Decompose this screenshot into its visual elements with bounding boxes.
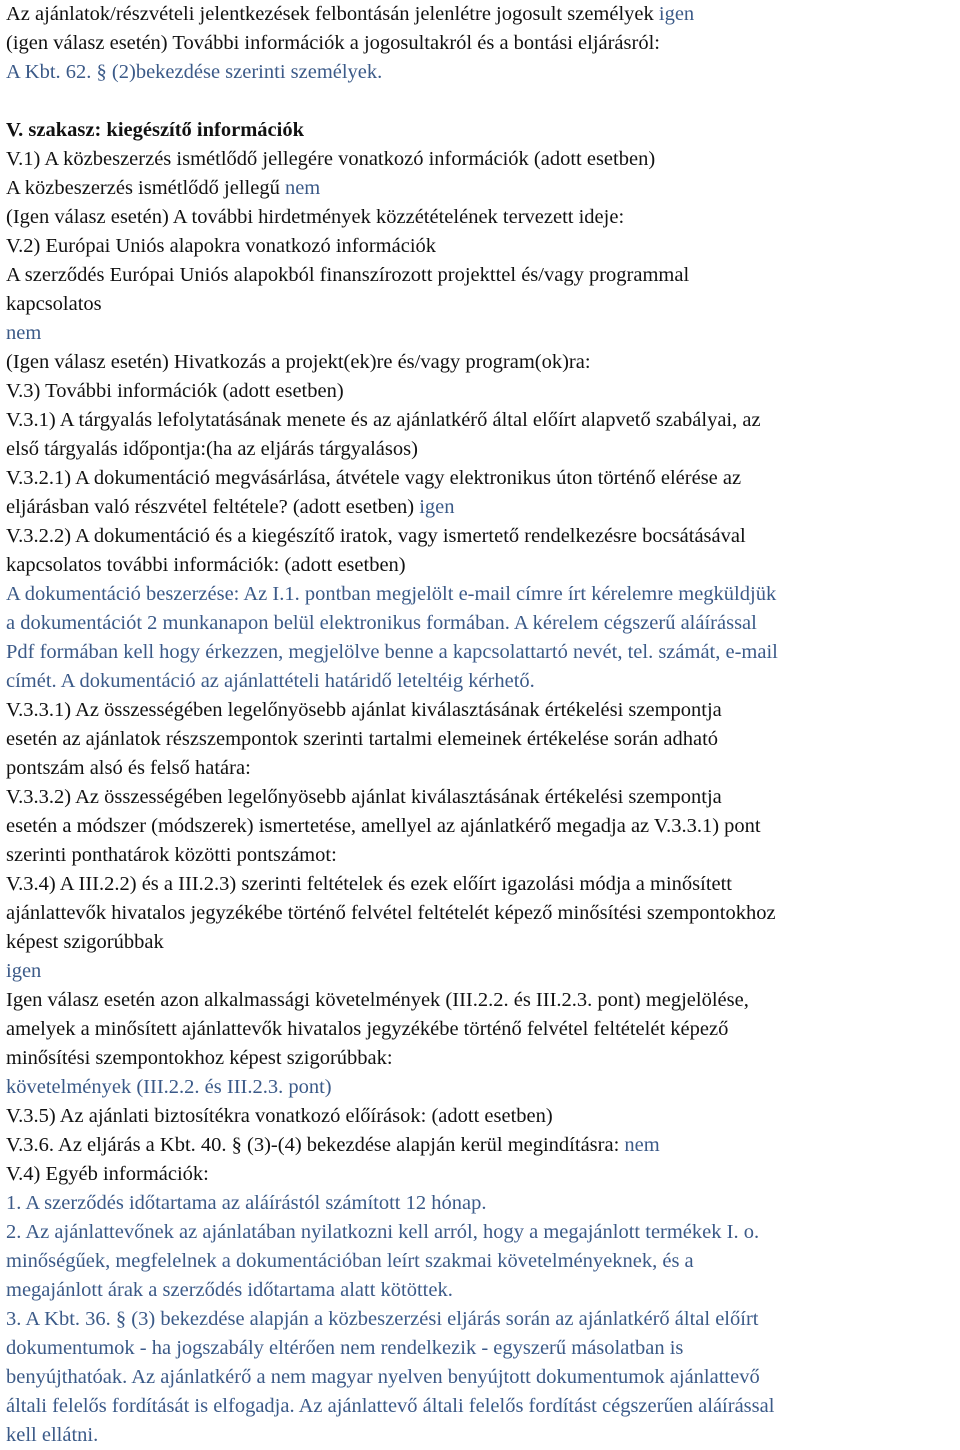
text-line <box>6 58 954 87</box>
label-text: eljárásban való részvétel feltétele? (adott esetben) <box>6 496 420 518</box>
label-text: kapcsolatos további információk: (adott esetben) <box>6 554 406 576</box>
label-text: A szerződés Európai Uniós alapokból finanszírozott projekttel és/vagy programmal <box>6 264 690 286</box>
label-text: V.3.3.2) Az összességében legelőnyösebb ajánlat kiválasztásának értékelési szempontja <box>6 786 722 808</box>
text-line <box>6 1102 954 1131</box>
label-text: szerinti ponthatárok közötti pontszámot: <box>6 844 337 866</box>
text-line <box>6 1247 954 1276</box>
text-line <box>6 986 954 1015</box>
field-value: általi felelős fordítását is elfogadja. Az ajánlattevő általi felelős fordítást cégszerűen aláírással <box>6 1395 775 1417</box>
text-line <box>6 406 954 435</box>
text-line <box>6 348 954 377</box>
label-text: Igen válasz esetén azon alkalmassági követelmények (III.2.2. és III.2.3. pont) megjelölése, <box>6 989 749 1011</box>
text-line <box>6 638 954 667</box>
label-text: V.3) További információk (adott esetben) <box>6 380 344 402</box>
field-value: címét. A dokumentáció az ajánlattételi határidő leteltéig kérhető. <box>6 670 535 692</box>
label-text: V.1) A közbeszerzés ismétlődő jellegére vonatkozó információk (adott esetben) <box>6 148 656 170</box>
label-text: ajánlattevők hivatalos jegyzékébe történő felvétel feltételét képező minősítési szempontokhoz <box>6 902 776 924</box>
text-line <box>6 29 954 58</box>
text-line <box>6 377 954 406</box>
text-line <box>6 609 954 638</box>
text-line <box>6 319 954 348</box>
field-value: 1. A szerződés időtartama az aláírástól számított 12 hónap. <box>6 1192 487 1214</box>
label-text: amelyek a minősített ajánlattevők hivatalos jegyzékébe történő felvétel feltételét képező <box>6 1018 729 1040</box>
field-value: A dokumentáció beszerzése: Az I.1. pontban megjelölt e-mail címre írt kérelemre megküldjük <box>6 583 777 605</box>
label-text: (igen válasz esetén) További információk a jogosultakról és a bontási eljárásról: <box>6 32 660 54</box>
text-line <box>6 493 954 522</box>
field-value: kell ellátni. <box>6 1424 99 1446</box>
text-line <box>6 1392 954 1421</box>
field-value: 3. A Kbt. 36. § (3) bekezdése alapján a közbeszerzési eljárás során az ajánlatkérő által előírt <box>6 1308 759 1330</box>
text-line <box>6 696 954 725</box>
blank-line <box>6 87 954 116</box>
text-line <box>6 464 954 493</box>
text-line <box>6 783 954 812</box>
text-line <box>6 1334 954 1363</box>
text-line <box>6 841 954 870</box>
text-line <box>6 1160 954 1189</box>
text-line <box>6 551 954 580</box>
field-value: igen <box>419 496 455 518</box>
label-text: képest szigorúbbak <box>6 931 164 953</box>
label-text: V.3.2.2) A dokumentáció és a kiegészítő iratok, vagy ismertető rendelkezésre bocsátásával <box>6 525 746 547</box>
label-text: V.3.4) A III.2.2) és a III.2.3) szerinti feltételek és ezek előírt igazolási módja a minősített <box>6 873 732 895</box>
label-text: V.3.5) Az ajánlati biztosítékra vonatkozó előírások: (adott esetben) <box>6 1105 553 1127</box>
text-line <box>6 116 954 145</box>
text-line <box>6 667 954 696</box>
section-heading: V. szakasz: kiegészítő információk <box>6 119 304 141</box>
text-line <box>6 290 954 319</box>
text-line <box>6 1189 954 1218</box>
label-text: V.3.1) A tárgyalás lefolytatásának menete és az ajánlatkérő által előírt alapvető szabályai, az <box>6 409 761 431</box>
text-line <box>6 870 954 899</box>
label-text: pontszám alsó és felső határa: <box>6 757 251 779</box>
text-line <box>6 725 954 754</box>
text-line <box>6 580 954 609</box>
text-line <box>6 435 954 464</box>
text-line <box>6 899 954 928</box>
text-line <box>6 522 954 551</box>
field-value: a dokumentációt 2 munkanapon belül elektronikus formában. A kérelem cégszerű aláírással <box>6 612 757 634</box>
text-line <box>6 1276 954 1305</box>
label-text: esetén a módszer (módszerek) ismertetése, amellyel az ajánlatkérő megadja az V.3.3.1) pont <box>6 815 761 837</box>
label-text: minősítési szempontokhoz képest szigorúbbak: <box>6 1047 393 1069</box>
field-value: igen <box>6 960 42 982</box>
text-line <box>6 1044 954 1073</box>
text-line <box>6 1015 954 1044</box>
text-line <box>6 754 954 783</box>
text-line <box>6 957 954 986</box>
label-text: V.3.6. Az eljárás a Kbt. 40. § (3)-(4) bekezdése alapján kerül megindításra: <box>6 1134 625 1156</box>
field-value: nem <box>284 177 321 199</box>
text-line <box>6 812 954 841</box>
text-line <box>6 1305 954 1334</box>
label-text: kapcsolatos <box>6 293 102 315</box>
text-line <box>6 928 954 957</box>
text-line <box>6 0 954 29</box>
field-value: benyújthatóak. Az ajánlatkérő a nem magyar nyelven benyújtott dokumentumok ajánlattevő <box>6 1366 760 1388</box>
text-line <box>6 261 954 290</box>
label-text: (Igen válasz esetén) A további hirdetmények közzétételének tervezett ideje: <box>6 206 625 228</box>
label-text: első tárgyalás időpontja:(ha az eljárás tárgyalásos) <box>6 438 418 460</box>
text-line <box>6 1131 954 1160</box>
label-text: V.3.3.1) Az összességében legelőnyösebb ajánlat kiválasztásának értékelési szempontja <box>6 699 722 721</box>
field-value: dokumentumok - ha jogszabály eltérően nem rendelkezik - egyszerű másolatban is <box>6 1337 684 1359</box>
text-line <box>6 232 954 261</box>
label-text: V.3.2.1) A dokumentáció megvásárlása, átvétele vagy elektronikus úton történő elérése az <box>6 467 742 489</box>
label-text: Az ajánlatok/részvételi jelentkezések felbontásán jelenlétre jogosult személyek <box>6 3 659 25</box>
field-value: nem <box>624 1134 660 1156</box>
text-line <box>6 203 954 232</box>
text-line <box>6 1363 954 1392</box>
label-text: esetén az ajánlatok részszempontok szerinti tartalmi elemeinek értékelése során adható <box>6 728 719 750</box>
text-line <box>6 145 954 174</box>
label-text: (Igen válasz esetén) Hivatkozás a projekt(ek)re és/vagy program(ok)ra: <box>6 351 591 373</box>
text-line <box>6 174 954 203</box>
label-text: V.4) Egyéb információk: <box>6 1163 209 1185</box>
field-value: 2. Az ajánlattevőnek az ajánlatában nyilatkozni kell arról, hogy a megajánlott termékek I. o. <box>6 1221 760 1243</box>
field-value: megajánlott árak a szerződés időtartama alatt kötöttek. <box>6 1279 453 1301</box>
text-line <box>6 1218 954 1247</box>
field-value: minőségűek, megfelelnek a dokumentációban leírt szakmai követelményeknek, és a <box>6 1250 694 1272</box>
label-text: V.2) Európai Uniós alapokra vonatkozó információk <box>6 235 437 257</box>
field-value: követelmények (III.2.2. és III.2.3. pont) <box>6 1076 332 1098</box>
field-value: igen <box>658 3 695 25</box>
label-text: A közbeszerzés ismétlődő jellegű <box>6 177 285 199</box>
field-value: Pdf formában kell hogy érkezzen, megjelölve benne a kapcsolattartó nevét, tel. számát, e-mail <box>6 641 778 663</box>
text-line <box>6 1421 954 1450</box>
text-line <box>6 1073 954 1102</box>
field-value: A Kbt. 62. § (2)bekezdése szerinti személyek. <box>6 61 383 83</box>
field-value: nem <box>6 322 42 344</box>
